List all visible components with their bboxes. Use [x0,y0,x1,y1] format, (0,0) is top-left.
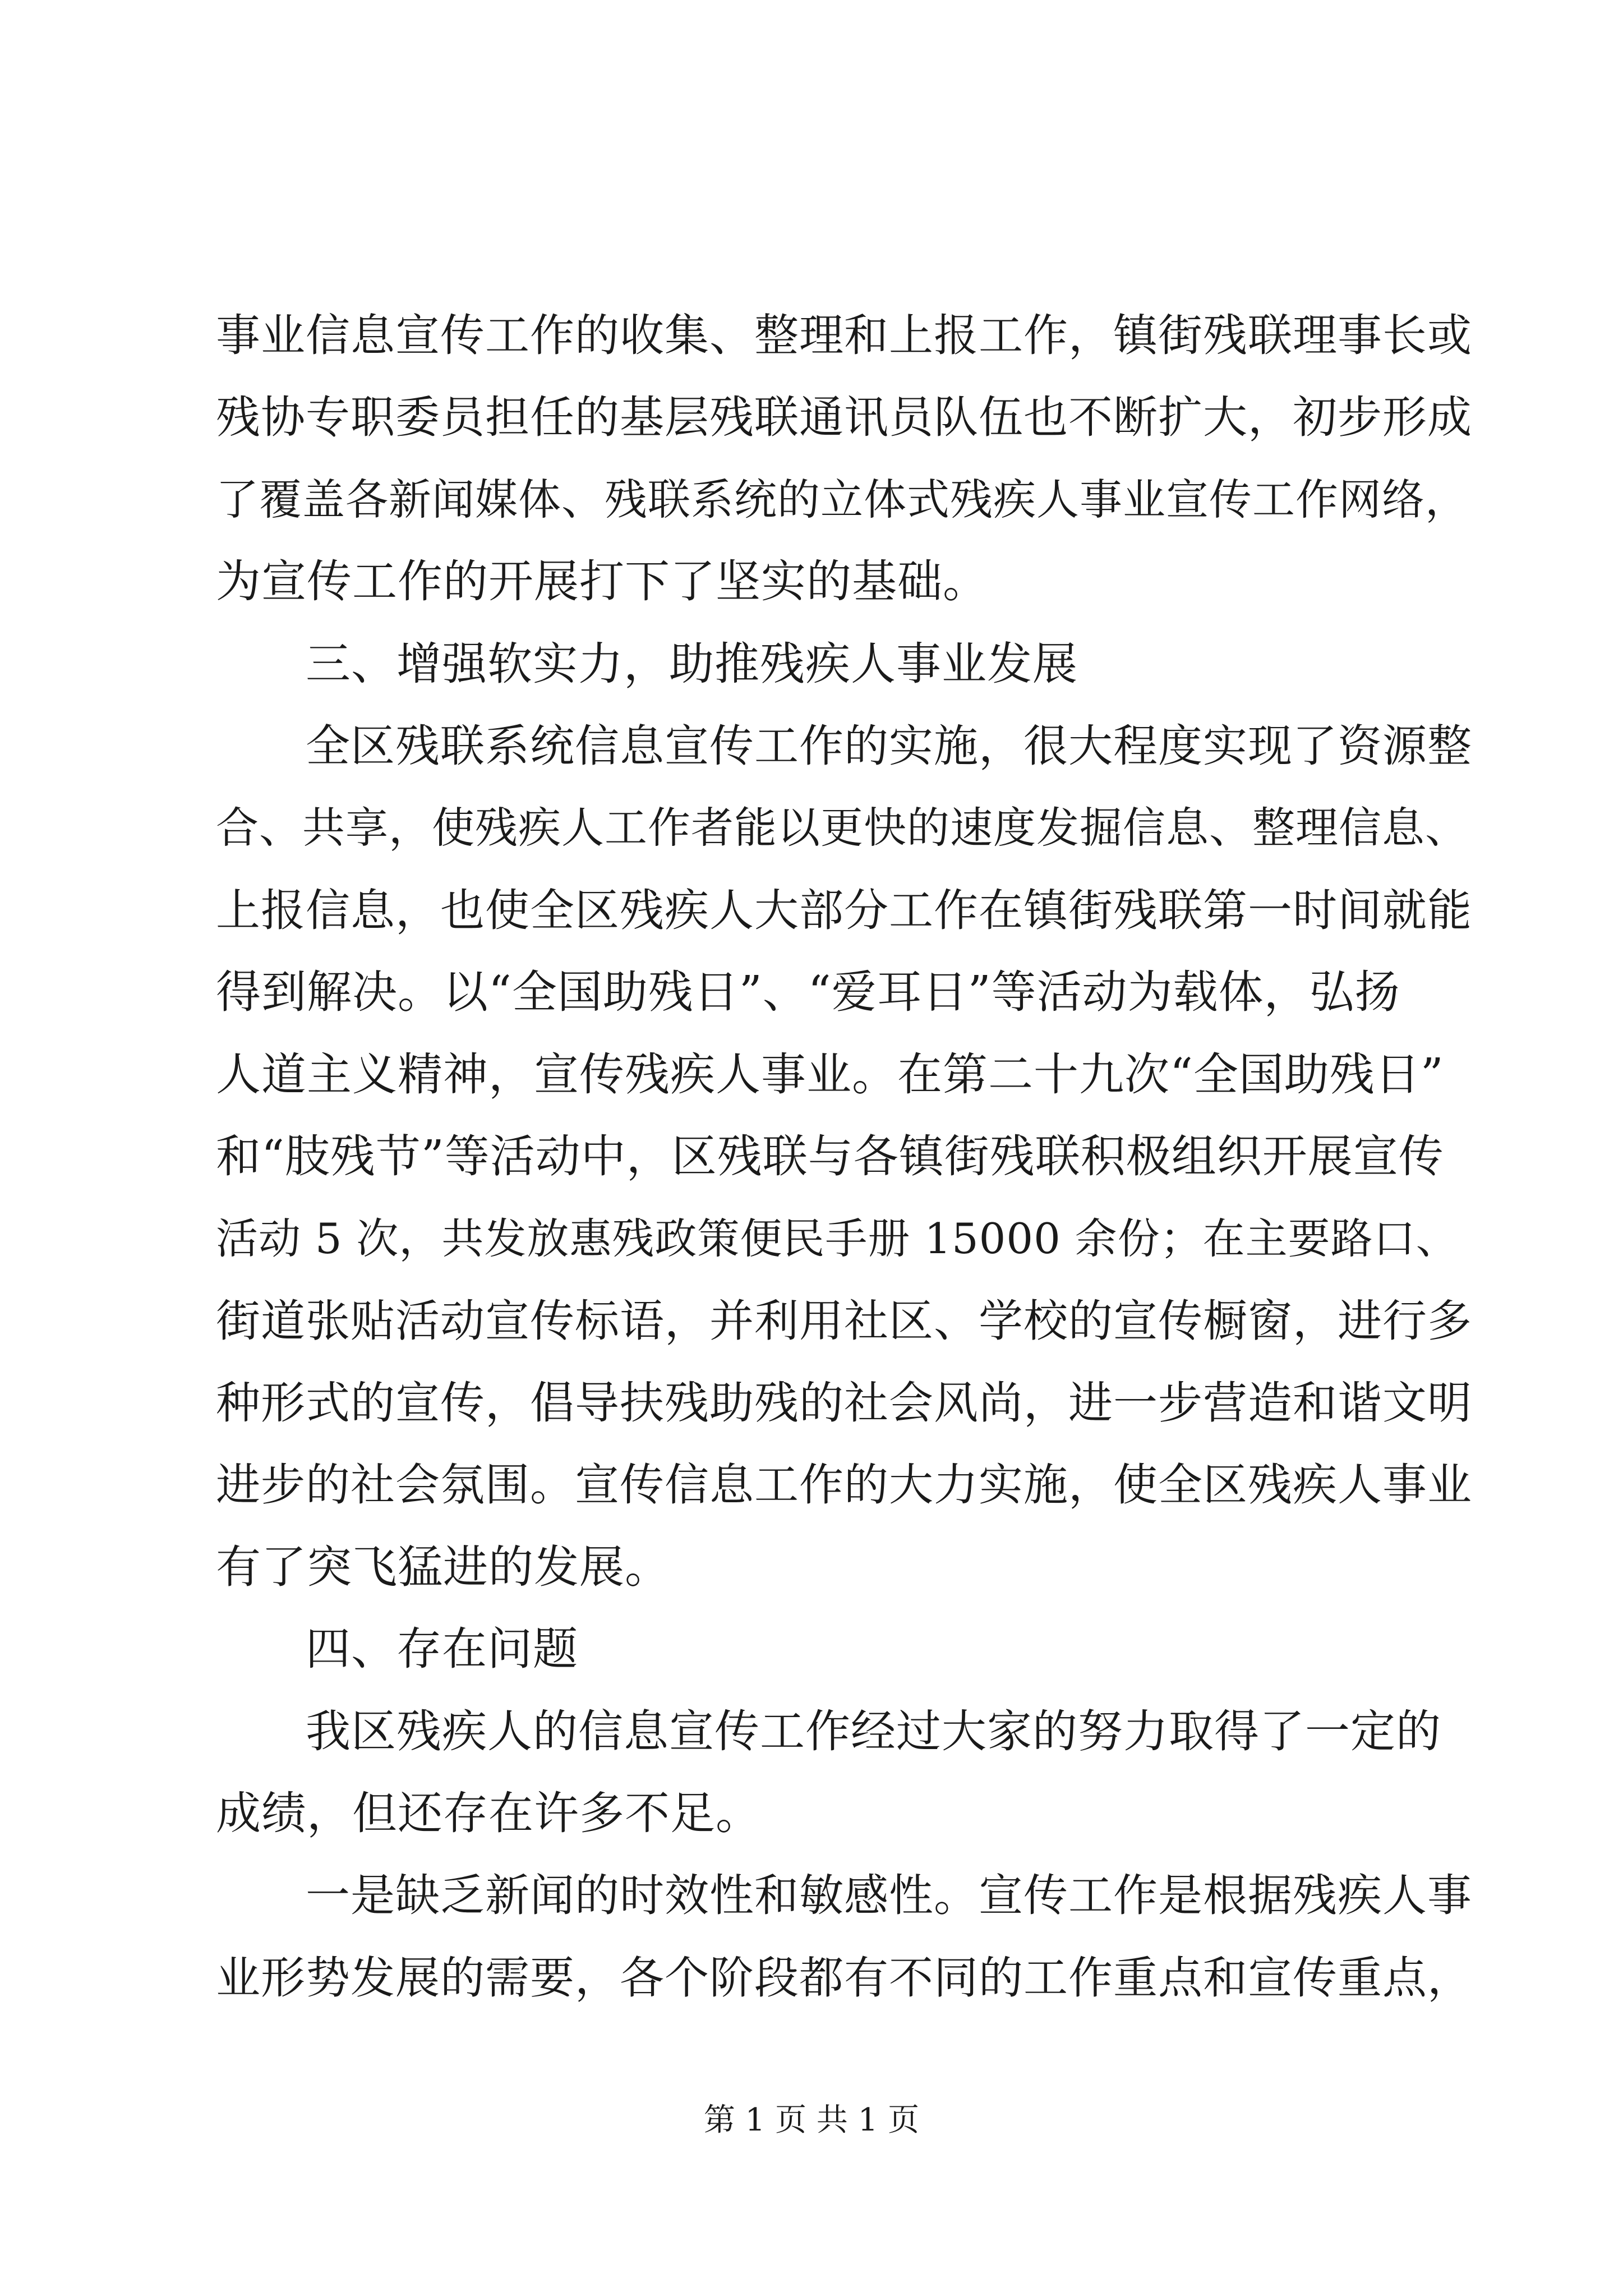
text-line: 事业信息宣传工作的收集、整理和上报工作，镇街残联理事长或 [216,310,1472,361]
text-line: 得到解决。以“全国助残日”、“爱耳日”等活动为载体，弘扬 [216,966,1400,1019]
text-line: 我区残疾人的信息宣传工作经过大家的努力取得了一定的 [306,1705,1441,1757]
page-footer: 第 1 页 共 1 页 [703,2102,920,2138]
text-line: 四、存在问题 [306,1623,578,1676]
text-line: 全区残联系统信息宣传工作的实施，很大程度实现了资源整 [306,720,1472,772]
text-line: 为宣传工作的开展打下了坚实的基础。 [216,555,988,608]
text-line: 一是缺乏新闻的时效性和敏感性。宣传工作是根据残疾人事 [306,1870,1472,1922]
body-text [216,295,1472,2019]
text-line: 人道主义精神，宣传残疾人事业。在第二十九次“全国助残日” [216,1048,1444,1101]
text-line: 成绩，但还存在许多不足。 [216,1787,761,1840]
text-line: 残协专职委员担任的基层残联通讯员队伍也不断扩大，初步形成 [216,392,1472,444]
text-line: 三、增强软实力，助推残疾人事业发展 [306,637,1078,690]
text-line: 街道张贴活动宣传标语，并利用社区、学校的宣传橱窗，进行多 [216,1295,1472,1347]
text-line: 有了突飞猛进的发展。 [216,1540,670,1593]
text-line: 了覆盖各新闻媒体、残联系统的立体式残疾人事业宣传工作网络， [216,474,1468,524]
text-line: 进步的社会氛围。宣传信息工作的大力实施，使全区残疾人事业 [216,1459,1472,1511]
text-line: 上报信息，也使全区残疾人大部分工作在镇街残联第一时间就能 [216,884,1472,936]
text-line: 种形式的宣传，倡导扶残助残的社会风尚，进一步营造和谐文明 [216,1377,1472,1429]
text-line: 活动 5 次，共发放惠残政策便民手册 15000 余份；在主要路口、 [216,1214,1459,1264]
text-line: 和“肢残节”等活动中，区残联与各镇街残联积极组织开展宣传 [216,1130,1444,1182]
text-line: 合、共享，使残疾人工作者能以更快的速度发掘信息、整理信息、 [216,803,1468,853]
text-line: 业形势发展的需要，各个阶段都有不同的工作重点和宣传重点， [216,1952,1472,2004]
